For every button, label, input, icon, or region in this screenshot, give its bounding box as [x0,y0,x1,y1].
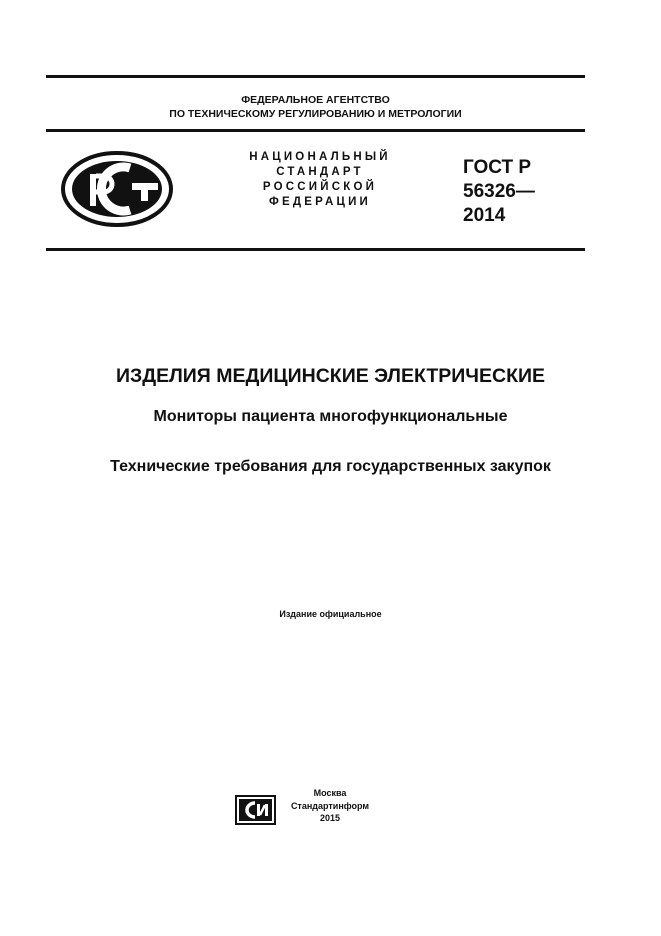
agency-line-2: ПО ТЕХНИЧЕСКОМУ РЕГУЛИРОВАНИЮ И МЕТРОЛОГИИ [169,108,462,120]
rst-logo-icon [60,150,174,228]
publisher-name: Стандартинформ [290,800,370,811]
publisher-city: Москва [313,788,347,798]
publication-year: 2015 [319,813,341,823]
document-subtitle: Мониторы пациента многофункциональные [153,408,508,425]
standartinform-logo-icon [235,795,276,825]
agency-name [46,93,585,121]
national-standard-label: НАЦИОНАЛЬНЫЙ СТАНДАРТ РОССИЙСКОЙ ФЕДЕРАЦИИ [249,151,391,208]
bottom-header-rule [46,248,585,251]
agency-line-1: ФЕДЕРАЛЬНОЕ АГЕНТСТВО [241,94,390,106]
top-rule [46,75,585,78]
publisher-info [282,787,378,825]
edition-note: Издание официальное [279,609,382,619]
gost-number: ГОСТ Р 56326— 2014 [463,157,535,226]
document-subtitle-requirements: Технические требования для государственных закупок [110,458,551,475]
document-title: ИЗДЕЛИЯ МЕДИЦИНСКИЕ ЭЛЕКТРИЧЕСКИЕ [115,365,546,387]
header-rule [46,129,585,132]
